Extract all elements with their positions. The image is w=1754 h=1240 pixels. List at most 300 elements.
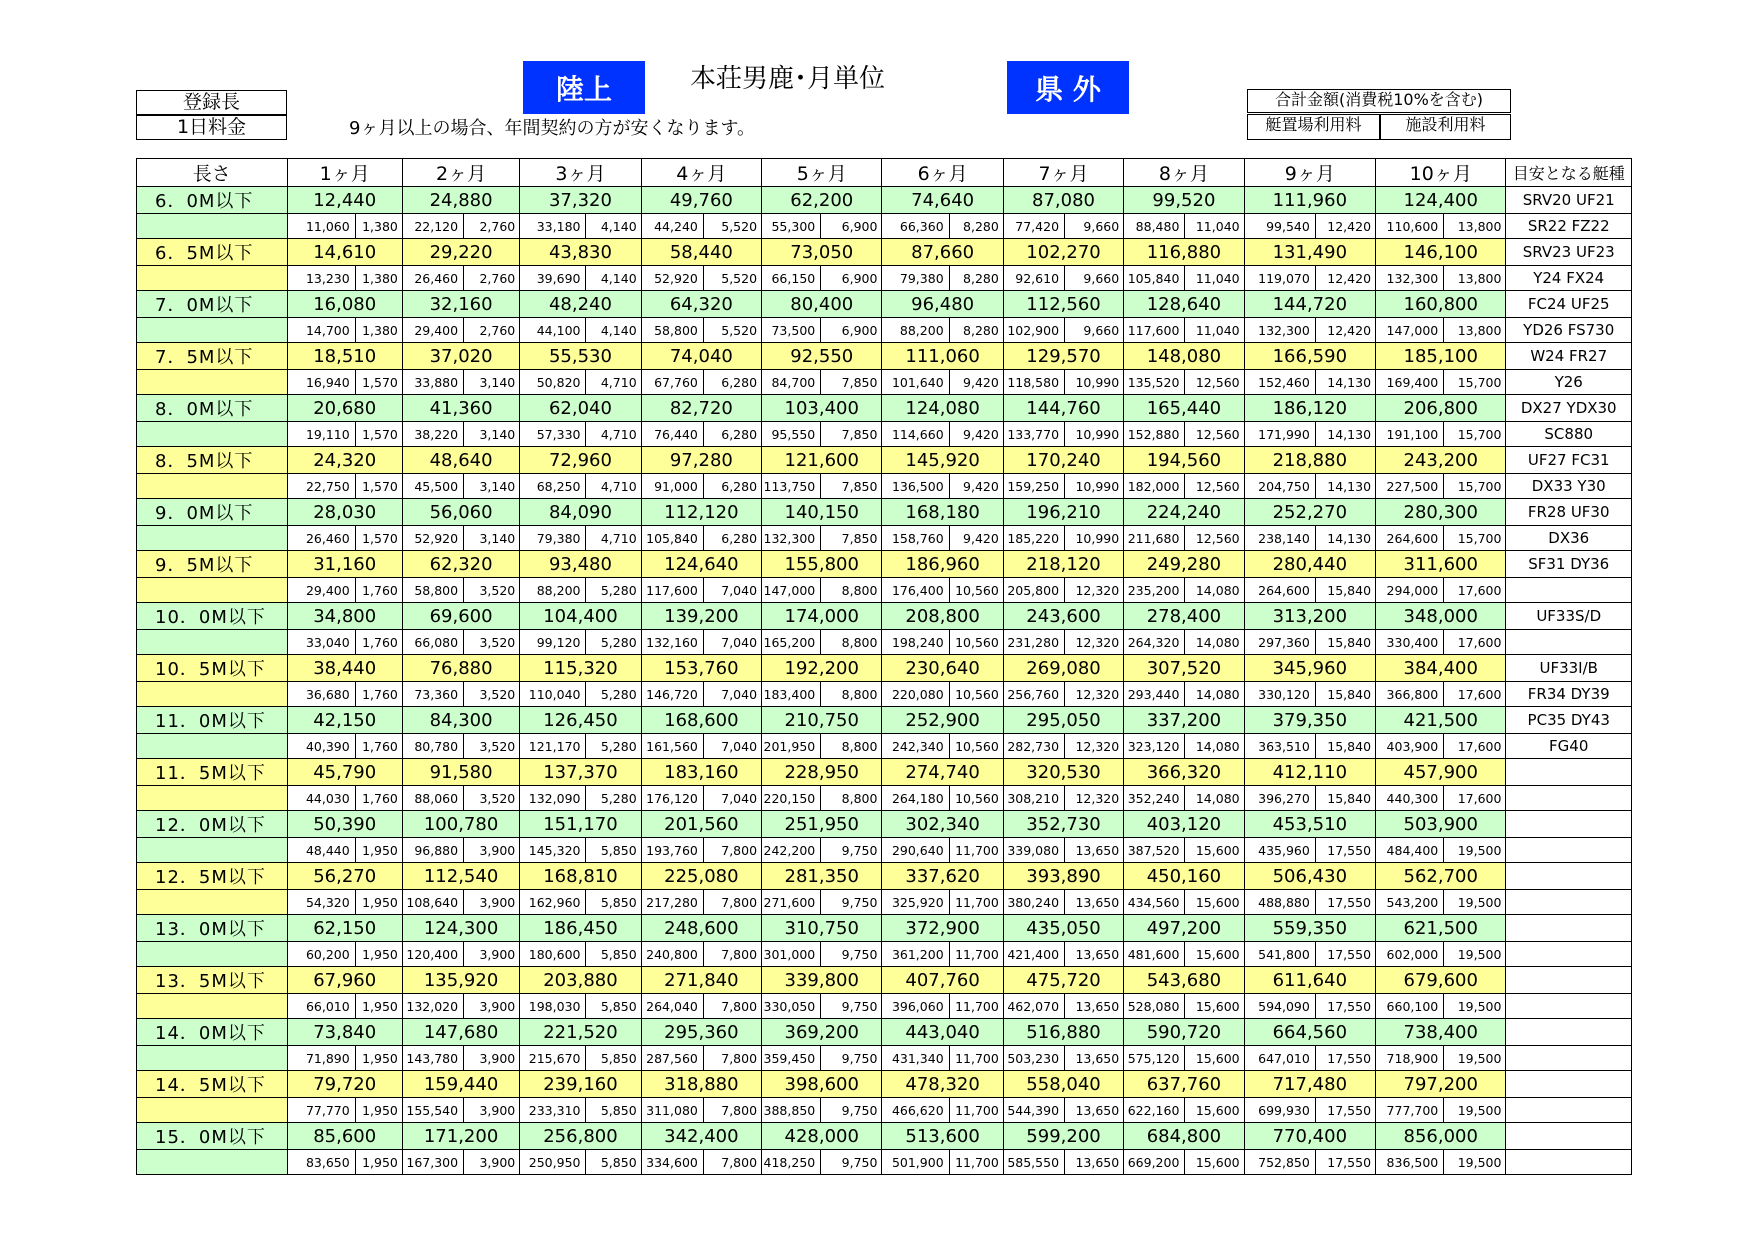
row-length-fill: [137, 942, 288, 967]
table-row: [137, 811, 1632, 838]
storage-fee-cell: 271,600: [762, 890, 821, 915]
total-cell: 93,480: [520, 551, 641, 578]
storage-fee-cell: 176,400: [882, 578, 949, 603]
facility-fee-cell: 11,700: [949, 942, 1003, 967]
row-length: 10．0M以下: [137, 603, 288, 630]
total-cell: 48,240: [520, 291, 641, 318]
total-cell: 206,800: [1376, 395, 1506, 422]
total-cell: 543,680: [1124, 967, 1244, 994]
total-cell: 186,450: [520, 915, 641, 942]
storage-fee-cell: 135,520: [1124, 370, 1185, 395]
legend-storage-fee: 艇置場利用料: [1247, 114, 1380, 140]
facility-fee-cell: 7,800: [703, 1098, 761, 1123]
boat-type-2: [1506, 1098, 1632, 1123]
facility-fee-cell: 13,650: [1065, 890, 1124, 915]
facility-fee-cell: 7,040: [703, 682, 761, 707]
storage-fee-cell: 108,640: [402, 890, 463, 915]
facility-fee-cell: 13,650: [1065, 1046, 1124, 1071]
facility-fee-cell: 15,600: [1185, 1150, 1244, 1175]
total-cell: 84,090: [520, 499, 641, 526]
table-subrow: [137, 1150, 1632, 1175]
storage-fee-cell: 44,240: [641, 214, 703, 239]
total-cell: 104,400: [520, 603, 641, 630]
facility-fee-cell: 12,320: [1065, 682, 1124, 707]
table-row: [137, 655, 1632, 682]
total-cell: 369,200: [762, 1019, 882, 1046]
storage-fee-cell: 68,250: [520, 474, 586, 499]
total-cell: 112,540: [402, 863, 519, 890]
facility-fee-cell: 7,800: [703, 838, 761, 863]
facility-fee-cell: 7,800: [703, 1046, 761, 1071]
facility-fee-cell: 8,800: [821, 786, 882, 811]
facility-fee-cell: 2,760: [464, 214, 520, 239]
storage-fee-cell: 301,000: [762, 942, 821, 967]
storage-fee-cell: 16,940: [287, 370, 355, 395]
table-row: [137, 1123, 1632, 1150]
table-row: [137, 915, 1632, 942]
total-cell: 42,150: [287, 707, 402, 734]
total-cell: 91,580: [402, 759, 519, 786]
storage-fee-cell: 777,700: [1376, 1098, 1444, 1123]
total-cell: 64,320: [641, 291, 761, 318]
total-cell: 82,720: [641, 395, 761, 422]
total-cell: 146,100: [1376, 239, 1506, 266]
total-cell: 124,080: [882, 395, 1003, 422]
storage-fee-cell: 45,500: [402, 474, 463, 499]
storage-fee-cell: 481,600: [1124, 942, 1185, 967]
total-cell: 174,000: [762, 603, 882, 630]
facility-fee-cell: 13,650: [1065, 942, 1124, 967]
boat-type-2: [1506, 1046, 1632, 1071]
total-cell: 56,270: [287, 863, 402, 890]
boat-type-2: [1506, 786, 1632, 811]
storage-fee-cell: 264,320: [1124, 630, 1185, 655]
table-row: [137, 343, 1632, 370]
total-cell: 513,600: [882, 1123, 1003, 1150]
storage-fee-cell: 180,600: [520, 942, 586, 967]
facility-fee-cell: 7,800: [703, 1150, 761, 1175]
storage-fee-cell: 264,600: [1244, 578, 1315, 603]
storage-fee-cell: 575,120: [1124, 1046, 1185, 1071]
storage-fee-cell: 544,390: [1003, 1098, 1064, 1123]
storage-fee-cell: 44,100: [520, 318, 586, 343]
total-cell: 38,440: [287, 655, 402, 682]
storage-fee-cell: 352,240: [1124, 786, 1185, 811]
boat-type-2: DX33 Y30: [1506, 474, 1632, 499]
total-cell: 313,200: [1244, 603, 1375, 630]
facility-fee-cell: 9,420: [949, 474, 1003, 499]
facility-fee-cell: 11,700: [949, 1150, 1003, 1175]
boat-type-1: SF31 DY36: [1506, 551, 1632, 578]
total-cell: 41,360: [402, 395, 519, 422]
total-cell: 345,960: [1244, 655, 1375, 682]
storage-fee-cell: 84,700: [762, 370, 821, 395]
storage-fee-cell: 718,900: [1376, 1046, 1444, 1071]
storage-fee-cell: 330,050: [762, 994, 821, 1019]
boat-type-2: FR34 DY39: [1506, 682, 1632, 707]
facility-fee-cell: 12,420: [1315, 214, 1375, 239]
storage-fee-cell: 363,510: [1244, 734, 1315, 759]
facility-fee-cell: 11,040: [1185, 318, 1244, 343]
facility-fee-cell: 8,800: [821, 578, 882, 603]
storage-fee-cell: 54,320: [287, 890, 355, 915]
facility-fee-cell: 17,550: [1315, 890, 1375, 915]
facility-fee-cell: 15,600: [1185, 890, 1244, 915]
facility-fee-cell: 15,840: [1315, 578, 1375, 603]
facility-fee-cell: 3,520: [464, 682, 520, 707]
facility-fee-cell: 12,320: [1065, 786, 1124, 811]
facility-fee-cell: 10,560: [949, 734, 1003, 759]
table-row: [137, 1071, 1632, 1098]
facility-fee-cell: 1,380: [355, 214, 402, 239]
storage-fee-cell: 622,160: [1124, 1098, 1185, 1123]
facility-fee-cell: 17,600: [1444, 630, 1506, 655]
total-cell: 111,960: [1244, 187, 1375, 214]
row-length: 14．5M以下: [137, 1071, 288, 1098]
boat-type-1: SRV23 UF23: [1506, 239, 1632, 266]
facility-fee-cell: 15,840: [1315, 630, 1375, 655]
total-cell: 239,160: [520, 1071, 641, 1098]
boat-type-2: Y26: [1506, 370, 1632, 395]
storage-fee-cell: 117,600: [1124, 318, 1185, 343]
storage-fee-cell: 55,300: [762, 214, 821, 239]
facility-fee-cell: 1,570: [355, 422, 402, 447]
facility-fee-cell: 11,700: [949, 994, 1003, 1019]
facility-fee-cell: 3,900: [464, 1046, 520, 1071]
header-month: 6ヶ月: [882, 159, 1003, 187]
facility-fee-cell: 9,660: [1065, 214, 1124, 239]
table-row: [137, 291, 1632, 318]
storage-fee-cell: 359,450: [762, 1046, 821, 1071]
total-cell: 562,700: [1376, 863, 1506, 890]
storage-fee-cell: 233,310: [520, 1098, 586, 1123]
facility-fee-cell: 19,500: [1444, 942, 1506, 967]
storage-fee-cell: 242,340: [882, 734, 949, 759]
row-length: 11．0M以下: [137, 707, 288, 734]
storage-fee-cell: 204,750: [1244, 474, 1315, 499]
facility-fee-cell: 10,560: [949, 578, 1003, 603]
total-cell: 140,150: [762, 499, 882, 526]
facility-fee-cell: 14,080: [1185, 578, 1244, 603]
total-cell: 129,570: [1003, 343, 1123, 370]
storage-fee-cell: 88,200: [882, 318, 949, 343]
facility-fee-cell: 14,130: [1315, 474, 1375, 499]
total-cell: 168,600: [641, 707, 761, 734]
total-cell: 62,320: [402, 551, 519, 578]
facility-fee-cell: 1,760: [355, 630, 402, 655]
storage-fee-cell: 26,460: [402, 266, 463, 291]
storage-fee-cell: 182,000: [1124, 474, 1185, 499]
facility-fee-cell: 10,990: [1065, 474, 1124, 499]
table-subrow: [137, 370, 1632, 395]
total-cell: 186,960: [882, 551, 1003, 578]
table-row: [137, 239, 1632, 266]
facility-fee-cell: 17,600: [1444, 786, 1506, 811]
total-cell: 311,600: [1376, 551, 1506, 578]
header-boat-type: 目安となる艇種: [1506, 159, 1632, 187]
table-subrow: [137, 682, 1632, 707]
total-cell: 203,880: [520, 967, 641, 994]
facility-fee-cell: 6,280: [703, 370, 761, 395]
facility-fee-cell: 5,520: [703, 266, 761, 291]
storage-fee-cell: 162,960: [520, 890, 586, 915]
total-cell: 337,200: [1124, 707, 1244, 734]
legend-daily-fee: 1日料金: [136, 115, 287, 140]
total-cell: 320,530: [1003, 759, 1123, 786]
facility-fee-cell: 6,900: [821, 318, 882, 343]
storage-fee-cell: 110,600: [1376, 214, 1444, 239]
facility-fee-cell: 11,700: [949, 890, 1003, 915]
facility-fee-cell: 7,800: [703, 942, 761, 967]
total-cell: 443,040: [882, 1019, 1003, 1046]
storage-fee-cell: 193,760: [641, 838, 703, 863]
table-subrow: [137, 994, 1632, 1019]
facility-fee-cell: 3,520: [464, 630, 520, 655]
total-cell: 124,640: [641, 551, 761, 578]
facility-fee-cell: 9,660: [1065, 266, 1124, 291]
total-cell: 67,960: [287, 967, 402, 994]
facility-fee-cell: 9,750: [821, 838, 882, 863]
total-cell: 684,800: [1124, 1123, 1244, 1150]
facility-fee-cell: 12,560: [1185, 370, 1244, 395]
storage-fee-cell: 366,800: [1376, 682, 1444, 707]
boat-type-1: W24 FR27: [1506, 343, 1632, 370]
facility-fee-cell: 7,850: [821, 474, 882, 499]
total-cell: 352,730: [1003, 811, 1123, 838]
facility-fee-cell: 7,850: [821, 526, 882, 551]
rikujo-badge: 陸上: [523, 61, 645, 114]
total-cell: 278,400: [1124, 603, 1244, 630]
total-cell: 348,000: [1376, 603, 1506, 630]
total-cell: 506,430: [1244, 863, 1375, 890]
facility-fee-cell: 13,800: [1444, 266, 1506, 291]
row-length: 15．0M以下: [137, 1123, 288, 1150]
storage-fee-cell: 14,700: [287, 318, 355, 343]
storage-fee-cell: 240,800: [641, 942, 703, 967]
facility-fee-cell: 15,700: [1444, 422, 1506, 447]
storage-fee-cell: 647,010: [1244, 1046, 1315, 1071]
facility-fee-cell: 1,950: [355, 890, 402, 915]
facility-fee-cell: 9,420: [949, 370, 1003, 395]
facility-fee-cell: 11,040: [1185, 214, 1244, 239]
total-cell: 97,280: [641, 447, 761, 474]
storage-fee-cell: 242,200: [762, 838, 821, 863]
total-cell: 412,110: [1244, 759, 1375, 786]
storage-fee-cell: 466,620: [882, 1098, 949, 1123]
legend-total: 合計金額(消費税10%を含む): [1247, 89, 1511, 113]
total-cell: 29,220: [402, 239, 519, 266]
storage-fee-cell: 543,200: [1376, 890, 1444, 915]
facility-fee-cell: 10,990: [1065, 370, 1124, 395]
facility-fee-cell: 4,710: [586, 474, 641, 499]
header-month: 10ヶ月: [1376, 159, 1506, 187]
facility-fee-cell: 5,280: [586, 630, 641, 655]
storage-fee-cell: 33,180: [520, 214, 586, 239]
storage-fee-cell: 484,400: [1376, 838, 1444, 863]
total-cell: 139,200: [641, 603, 761, 630]
boat-type-1: UF33S/D: [1506, 603, 1632, 630]
storage-fee-cell: 76,440: [641, 422, 703, 447]
facility-fee-cell: 12,420: [1315, 318, 1375, 343]
facility-fee-cell: 11,700: [949, 1098, 1003, 1123]
facility-fee-cell: 10,990: [1065, 526, 1124, 551]
total-cell: 168,810: [520, 863, 641, 890]
storage-fee-cell: 13,230: [287, 266, 355, 291]
storage-fee-cell: 198,240: [882, 630, 949, 655]
total-cell: 45,790: [287, 759, 402, 786]
table-row: [137, 447, 1632, 474]
facility-fee-cell: 5,280: [586, 734, 641, 759]
boat-type-1: DX27 YDX30: [1506, 395, 1632, 422]
total-cell: 58,440: [641, 239, 761, 266]
header-month: 8ヶ月: [1124, 159, 1244, 187]
storage-fee-cell: 146,720: [641, 682, 703, 707]
total-cell: 797,200: [1376, 1071, 1506, 1098]
facility-fee-cell: 4,710: [586, 526, 641, 551]
storage-fee-cell: 387,520: [1124, 838, 1185, 863]
facility-fee-cell: 3,900: [464, 1150, 520, 1175]
total-cell: 559,350: [1244, 915, 1375, 942]
facility-fee-cell: 6,280: [703, 526, 761, 551]
facility-fee-cell: 1,760: [355, 578, 402, 603]
facility-fee-cell: 14,130: [1315, 422, 1375, 447]
facility-fee-cell: 19,500: [1444, 994, 1506, 1019]
storage-fee-cell: 282,730: [1003, 734, 1064, 759]
total-cell: 37,320: [520, 187, 641, 214]
storage-fee-cell: 29,400: [287, 578, 355, 603]
facility-fee-cell: 17,550: [1315, 1098, 1375, 1123]
facility-fee-cell: 15,700: [1444, 474, 1506, 499]
total-cell: 599,200: [1003, 1123, 1123, 1150]
storage-fee-cell: 171,990: [1244, 422, 1315, 447]
facility-fee-cell: 19,500: [1444, 1046, 1506, 1071]
total-cell: 16,080: [287, 291, 402, 318]
storage-fee-cell: 96,880: [402, 838, 463, 863]
facility-fee-cell: 5,850: [586, 1150, 641, 1175]
facility-fee-cell: 3,900: [464, 890, 520, 915]
header-length: 長さ: [137, 159, 288, 187]
boat-type-2: [1506, 1150, 1632, 1175]
total-cell: 621,500: [1376, 915, 1506, 942]
total-cell: 128,640: [1124, 291, 1244, 318]
storage-fee-cell: 73,360: [402, 682, 463, 707]
storage-fee-cell: 462,070: [1003, 994, 1064, 1019]
total-cell: 62,200: [762, 187, 882, 214]
table-row: [137, 551, 1632, 578]
boat-type-2: SR22 FZ22: [1506, 214, 1632, 239]
row-length-fill: [137, 214, 288, 239]
facility-fee-cell: 15,600: [1185, 1046, 1244, 1071]
storage-fee-cell: 256,760: [1003, 682, 1064, 707]
storage-fee-cell: 158,760: [882, 526, 949, 551]
facility-fee-cell: 3,900: [464, 942, 520, 967]
table-subrow: [137, 526, 1632, 551]
header-month: 3ヶ月: [520, 159, 641, 187]
row-length: 13．5M以下: [137, 967, 288, 994]
storage-fee-cell: 215,670: [520, 1046, 586, 1071]
facility-fee-cell: 10,560: [949, 630, 1003, 655]
storage-fee-cell: 79,380: [520, 526, 586, 551]
storage-fee-cell: 121,170: [520, 734, 586, 759]
header-month: 9ヶ月: [1244, 159, 1375, 187]
facility-fee-cell: 19,500: [1444, 890, 1506, 915]
boat-type-1: SRV20 UF21: [1506, 187, 1632, 214]
storage-fee-cell: 403,900: [1376, 734, 1444, 759]
facility-fee-cell: 1,950: [355, 838, 402, 863]
storage-fee-cell: 147,000: [1376, 318, 1444, 343]
storage-fee-cell: 52,920: [641, 266, 703, 291]
storage-fee-cell: 297,360: [1244, 630, 1315, 655]
facility-fee-cell: 1,570: [355, 526, 402, 551]
facility-fee-cell: 5,850: [586, 1046, 641, 1071]
table-row: [137, 863, 1632, 890]
total-cell: 421,500: [1376, 707, 1506, 734]
storage-fee-cell: 293,440: [1124, 682, 1185, 707]
total-cell: 124,400: [1376, 187, 1506, 214]
facility-fee-cell: 15,600: [1185, 942, 1244, 967]
storage-fee-cell: 88,200: [520, 578, 586, 603]
storage-fee-cell: 136,500: [882, 474, 949, 499]
facility-fee-cell: 8,800: [821, 682, 882, 707]
facility-fee-cell: 4,710: [586, 422, 641, 447]
storage-fee-cell: 396,270: [1244, 786, 1315, 811]
total-cell: 185,100: [1376, 343, 1506, 370]
storage-fee-cell: 198,030: [520, 994, 586, 1019]
facility-fee-cell: 9,660: [1065, 318, 1124, 343]
row-length-fill: [137, 734, 288, 759]
storage-fee-cell: 118,580: [1003, 370, 1064, 395]
storage-fee-cell: 48,440: [287, 838, 355, 863]
storage-fee-cell: 99,120: [520, 630, 586, 655]
table-subrow: [137, 474, 1632, 499]
table-subrow: [137, 838, 1632, 863]
facility-fee-cell: 5,850: [586, 942, 641, 967]
storage-fee-cell: 287,560: [641, 1046, 703, 1071]
boat-type-1: [1506, 863, 1632, 890]
facility-fee-cell: 13,800: [1444, 318, 1506, 343]
facility-fee-cell: 1,950: [355, 1098, 402, 1123]
storage-fee-cell: 503,230: [1003, 1046, 1064, 1071]
total-cell: 738,400: [1376, 1019, 1506, 1046]
storage-fee-cell: 105,840: [641, 526, 703, 551]
total-cell: 62,150: [287, 915, 402, 942]
total-cell: 12,440: [287, 187, 402, 214]
facility-fee-cell: 10,990: [1065, 422, 1124, 447]
storage-fee-cell: 440,300: [1376, 786, 1444, 811]
facility-fee-cell: 3,900: [464, 838, 520, 863]
storage-fee-cell: 165,200: [762, 630, 821, 655]
total-cell: 112,120: [641, 499, 761, 526]
boat-type-1: FR28 UF30: [1506, 499, 1632, 526]
total-cell: 225,080: [641, 863, 761, 890]
facility-fee-cell: 1,950: [355, 1150, 402, 1175]
total-cell: 310,750: [762, 915, 882, 942]
storage-fee-cell: 183,400: [762, 682, 821, 707]
total-cell: 28,030: [287, 499, 402, 526]
total-cell: 112,560: [1003, 291, 1123, 318]
facility-fee-cell: 3,520: [464, 786, 520, 811]
total-cell: 37,020: [402, 343, 519, 370]
total-cell: 87,080: [1003, 187, 1123, 214]
facility-fee-cell: 13,800: [1444, 214, 1506, 239]
total-cell: 170,240: [1003, 447, 1123, 474]
facility-fee-cell: 4,710: [586, 370, 641, 395]
facility-fee-cell: 17,550: [1315, 942, 1375, 967]
facility-fee-cell: 5,280: [586, 578, 641, 603]
facility-fee-cell: 17,550: [1315, 838, 1375, 863]
boat-type-1: [1506, 1071, 1632, 1098]
total-cell: 160,800: [1376, 291, 1506, 318]
